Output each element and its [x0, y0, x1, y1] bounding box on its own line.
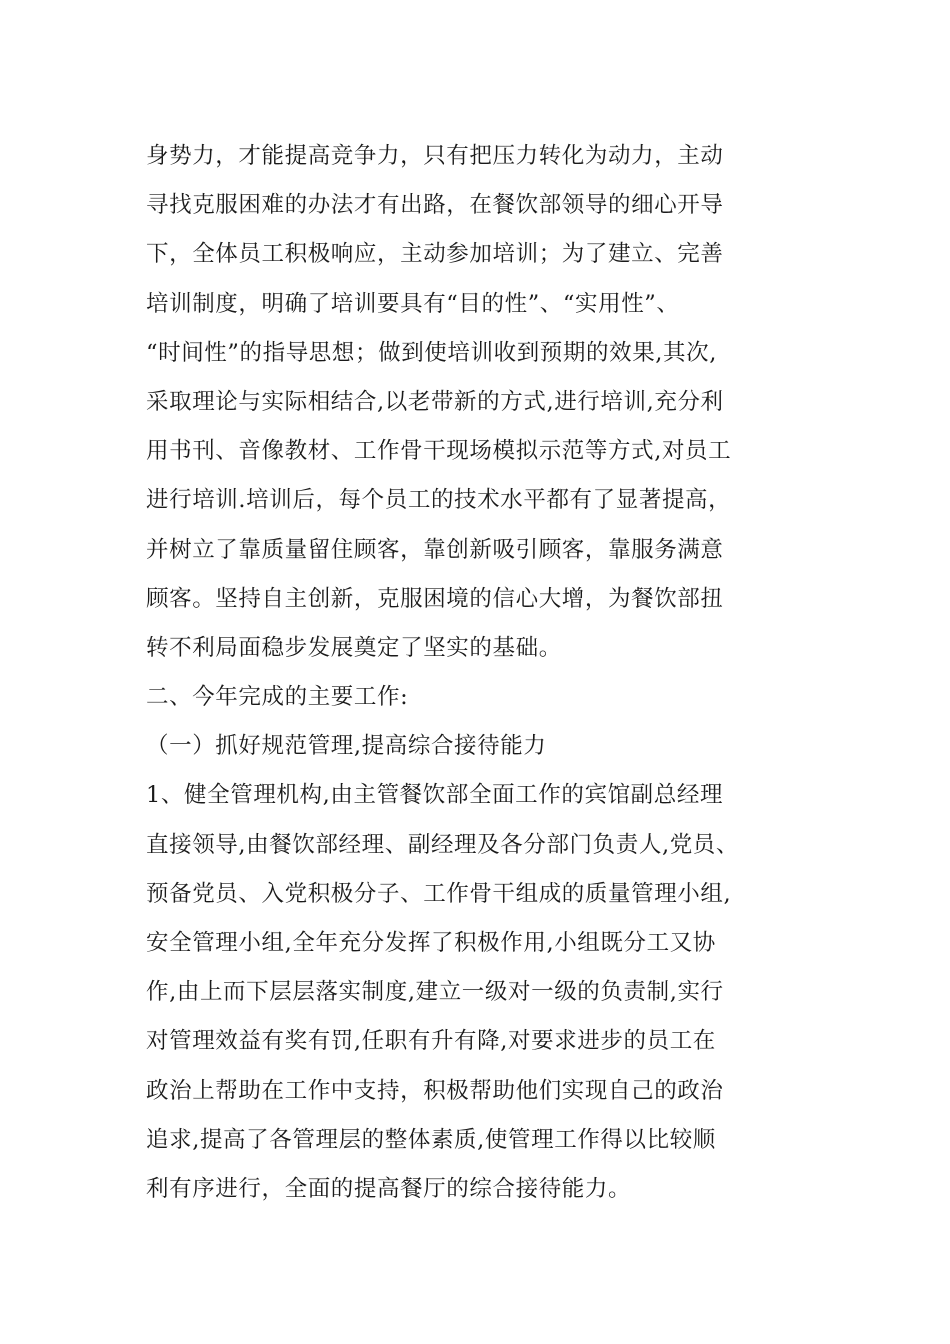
- text-line: 1、健全管理机构,由主管餐饮部全面工作的宾馆副总经理: [146, 782, 724, 809]
- text-line: 政治上帮助在工作中支持，积极帮助他们实现自己的政治: [146, 1077, 724, 1104]
- text-line: 安全管理小组,全年充分发挥了积极作用,小组既分工又协: [146, 930, 716, 956]
- text-line: 预备党员、入党积极分子、工作骨干组成的质量管理小组,: [146, 880, 732, 907]
- text-line: 作,由上而下层层落实制度,建立一级对一级的负责制,实行: [146, 979, 724, 1006]
- text-line: 进行培训.培训后，每个员工的技术水平都有了显著提高，: [146, 487, 732, 514]
- subsection-heading: （一）抓好规范管理,提高综合接待能力: [146, 733, 547, 760]
- text-line: 并树立了靠质量留住顾客，靠创新吸引顾客，靠服务满意: [146, 536, 724, 563]
- text-line: 下，全体员工积极响应，主动参加培训；为了建立、完善: [146, 241, 724, 268]
- text-line: 直接领导,由餐饮部经理、副经理及各分部门负责人,党员、: [146, 831, 740, 858]
- text-line: 寻找克服困难的办法才有出路，在餐饮部领导的细心开导: [146, 192, 724, 219]
- section-heading: 二、今年完成的主要工作:: [146, 684, 409, 711]
- text-line: 对管理效益有奖有罚,任职有升有降,对要求进步的员工在: [146, 1028, 716, 1055]
- body-text: [146, 132, 826, 1214]
- text-line: 培训制度，明确了培训要具有“目的性”、“实用性”、: [146, 290, 680, 317]
- text-line: “时间性”的指导思想；做到使培训收到预期的效果,其次,: [146, 339, 718, 366]
- text-line: 用书刊、音像教材、工作骨干现场模拟示范等方式,对员工: [146, 438, 732, 465]
- text-line: 追求,提高了各管理层的整体素质,使管理工作得以比较顺: [146, 1126, 716, 1153]
- text-line: 顾客。坚持自主创新，克服困境的信心大增，为餐饮部扭: [146, 585, 724, 612]
- text-line: 转不利局面稳步发展奠定了坚实的基础。: [146, 634, 562, 661]
- text-line: 身势力，才能提高竞争力，只有把压力转化为动力，主动: [146, 143, 724, 169]
- text-line: 利有序进行，全面的提高餐厅的综合接待能力。: [146, 1175, 632, 1202]
- text-line: 采取理论与实际相结合,以老带新的方式,进行培训,充分利: [146, 388, 724, 415]
